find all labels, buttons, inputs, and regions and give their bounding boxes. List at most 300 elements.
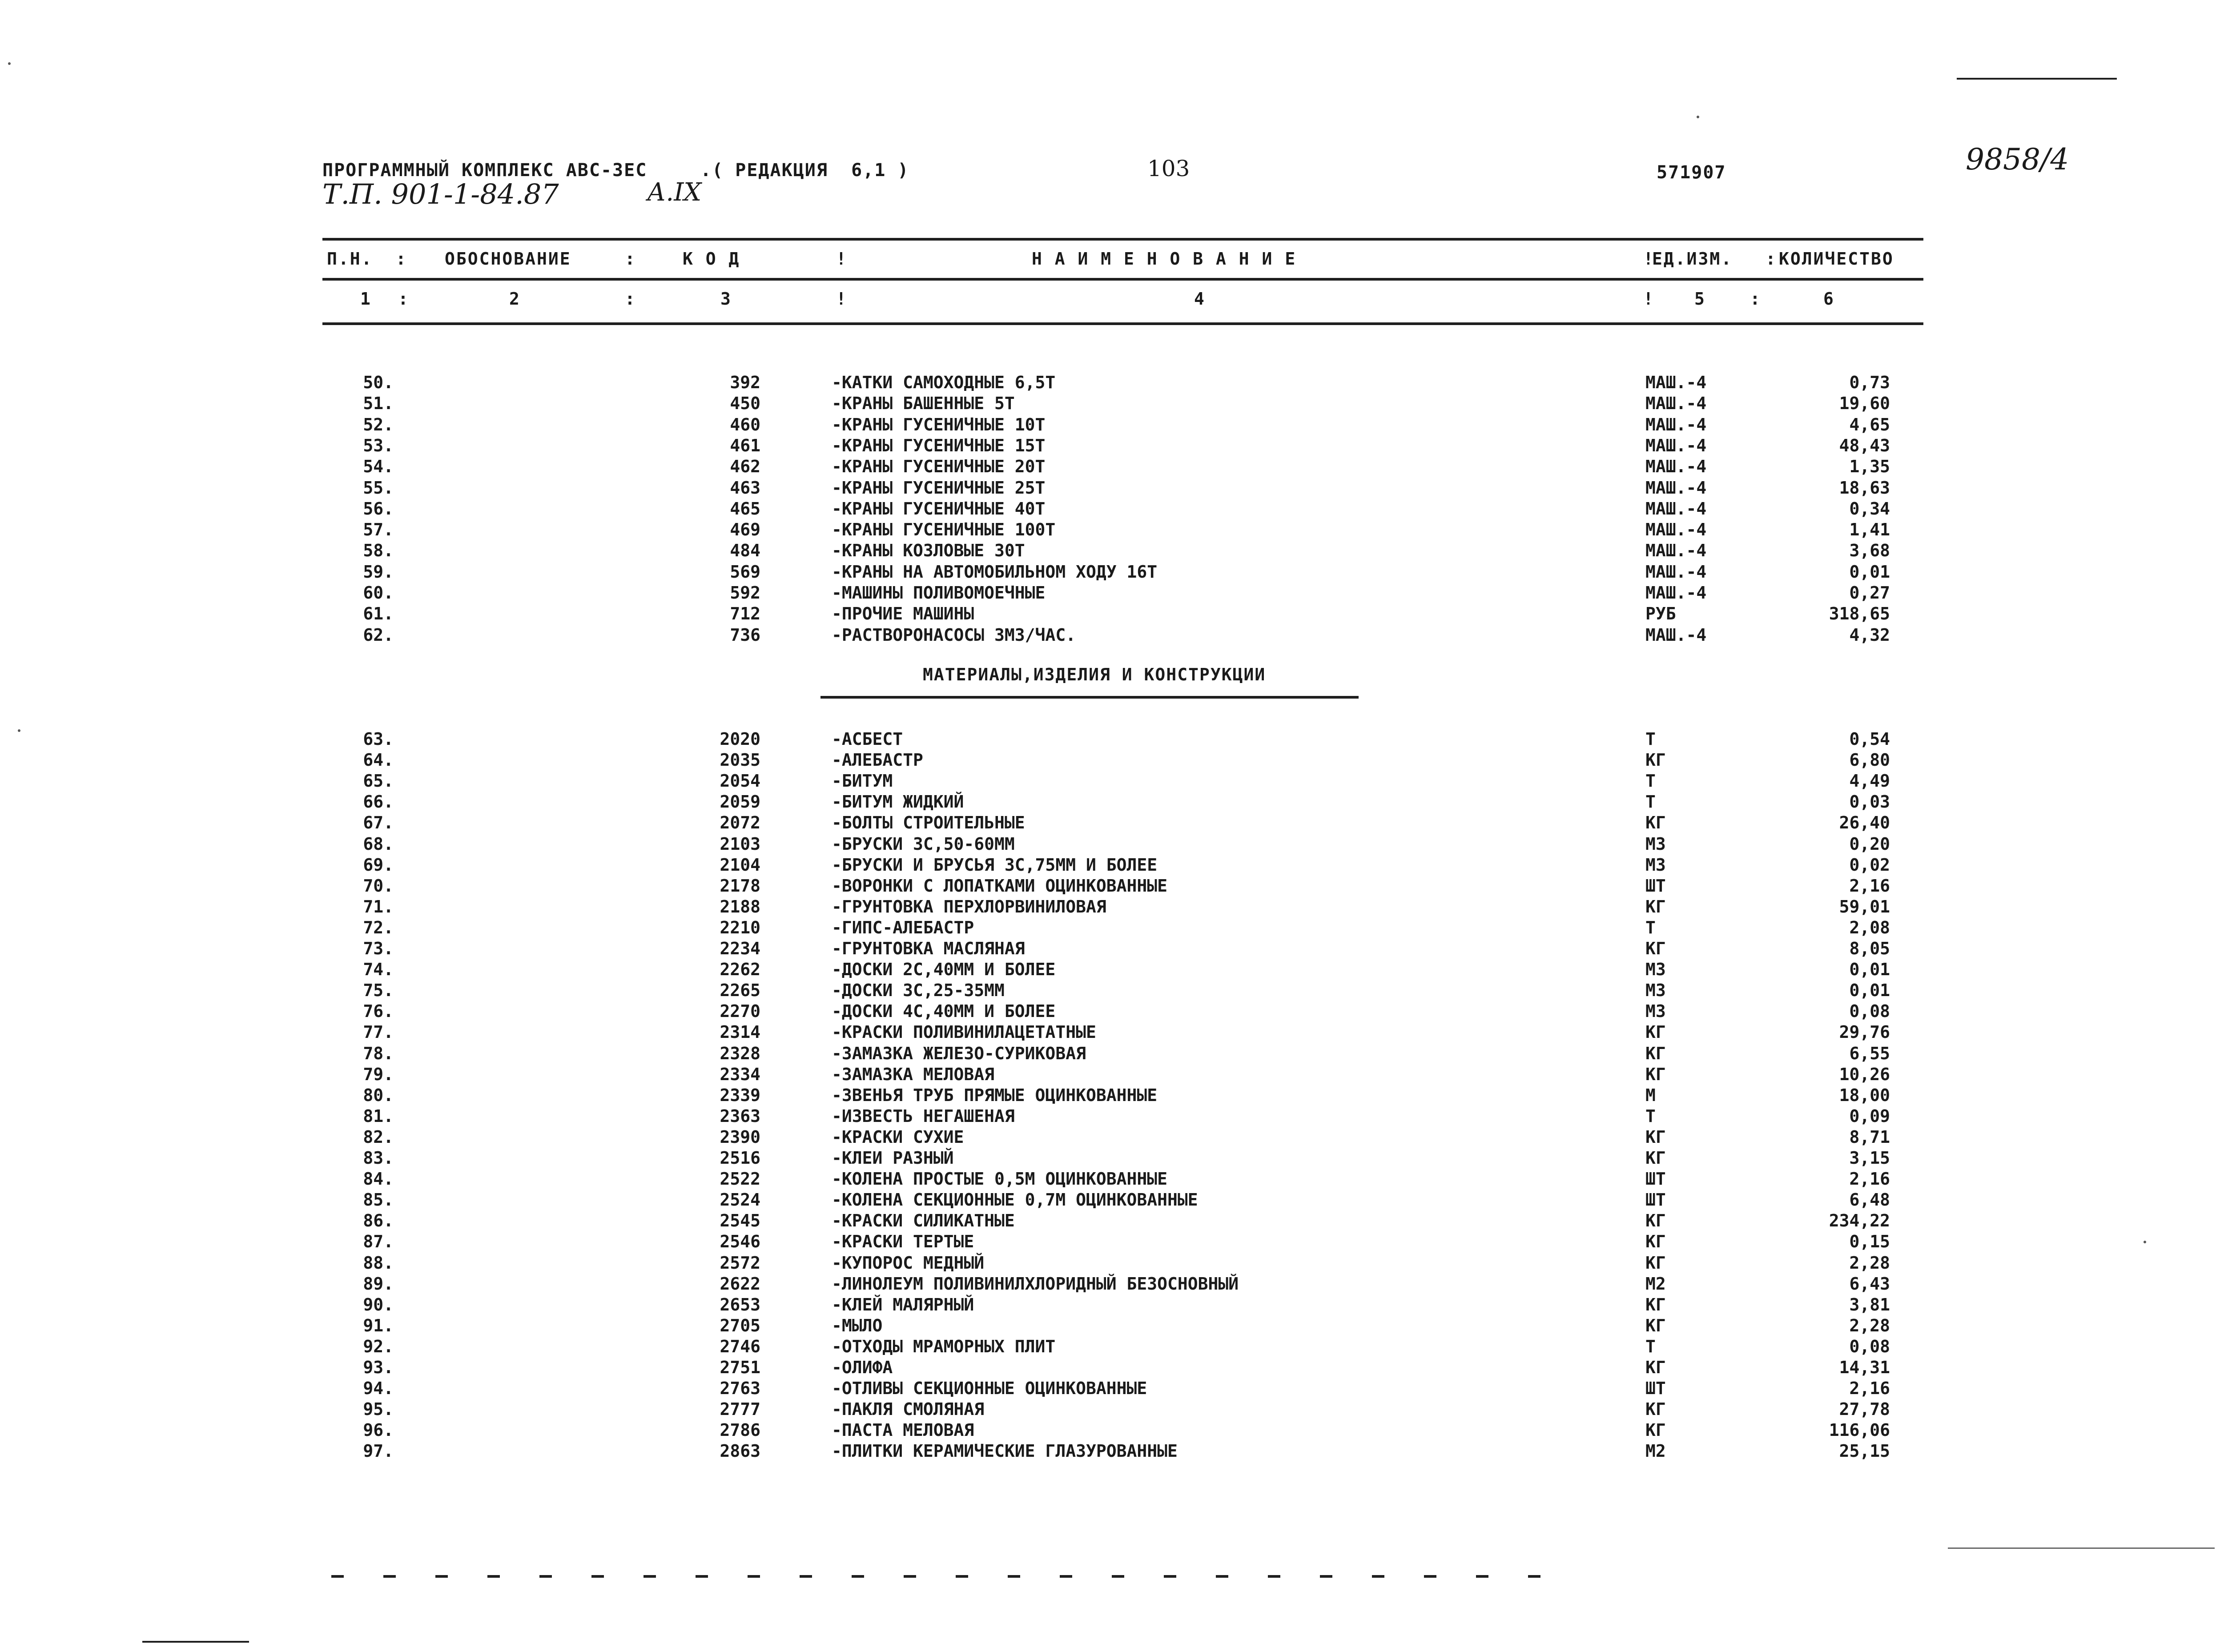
row-code: 2516 xyxy=(720,1148,760,1168)
row-quantity: 0,09 xyxy=(1849,1106,1890,1126)
row-name: -КАТКИ САМОХОДНЫЕ 6,5Т xyxy=(832,373,1056,392)
table-row xyxy=(0,1316,2216,1337)
dash-mark xyxy=(1164,1575,1176,1578)
row-quantity: 0,01 xyxy=(1849,981,1890,1001)
row-unit: МАШ.-4 xyxy=(1645,583,1707,603)
row-unit: КГ xyxy=(1645,1043,1666,1063)
row-unit: Т xyxy=(1645,1106,1656,1126)
row-quantity: 4,49 xyxy=(1849,771,1890,791)
row-number: 94. xyxy=(363,1379,394,1399)
row-unit: ШТ xyxy=(1645,876,1666,896)
row-unit: КГ xyxy=(1645,1148,1666,1168)
row-unit: Т xyxy=(1645,917,1656,937)
table-row xyxy=(0,1379,2216,1399)
row-quantity: 0,08 xyxy=(1849,1001,1890,1021)
row-code: 2178 xyxy=(720,876,760,896)
row-number: 79. xyxy=(363,1064,394,1084)
row-quantity: 27,78 xyxy=(1839,1399,1890,1419)
row-number: 71. xyxy=(363,896,394,916)
row-number: 74. xyxy=(363,960,394,980)
row-code: 2210 xyxy=(720,917,760,937)
scan-edge-line xyxy=(1948,1547,2215,1549)
row-number: 59. xyxy=(363,562,394,582)
row-code: 2524 xyxy=(720,1190,760,1210)
edition-label: .( РЕДАКЦИЯ 6,1 ) xyxy=(700,160,909,181)
row-name: -КРАНЫ ГУСЕНИЧНЫЕ 100Т xyxy=(832,520,1056,540)
row-unit: КГ xyxy=(1645,1253,1666,1273)
row-number: 91. xyxy=(363,1315,394,1335)
dash-mark xyxy=(643,1575,656,1578)
row-quantity: 4,65 xyxy=(1849,414,1890,434)
section-underline xyxy=(820,696,1359,699)
row-name: -ЗАМАЗКА МЕЛОВАЯ xyxy=(832,1064,995,1084)
row-quantity: 0,02 xyxy=(1849,855,1890,875)
table-row xyxy=(0,981,2216,1001)
row-code: 569 xyxy=(730,562,760,582)
row-quantity: 26,40 xyxy=(1839,813,1890,833)
row-code: 2786 xyxy=(720,1420,760,1440)
table-row xyxy=(0,918,2216,939)
row-quantity: 0,27 xyxy=(1849,583,1890,603)
row-quantity: 1,35 xyxy=(1849,457,1890,477)
scan-speck xyxy=(2144,1241,2146,1243)
row-unit: КГ xyxy=(1645,1294,1666,1314)
row-unit: КГ xyxy=(1645,1358,1666,1377)
scan-speck xyxy=(1697,116,1699,118)
row-code: 2334 xyxy=(720,1064,760,1084)
table-row xyxy=(0,1065,2216,1085)
row-name: -ИЗВЕСТЬ НЕГАШЕНАЯ xyxy=(832,1106,1015,1126)
col-separators-header: ! xyxy=(1643,249,1655,269)
row-quantity: 0,01 xyxy=(1849,960,1890,980)
row-unit: Т xyxy=(1645,771,1656,791)
dash-mark xyxy=(1060,1575,1072,1578)
col-separators-header: : xyxy=(396,249,407,269)
row-code: 2863 xyxy=(720,1441,760,1461)
row-quantity: 6,43 xyxy=(1849,1274,1890,1294)
row-quantity: 29,76 xyxy=(1839,1022,1890,1042)
row-unit: МАШ.-4 xyxy=(1645,541,1707,561)
row-unit: МАШ.-4 xyxy=(1645,625,1707,645)
row-quantity: 2,28 xyxy=(1849,1253,1890,1273)
table-row xyxy=(0,813,2216,834)
col-separators-numbers: : xyxy=(625,289,636,309)
row-quantity: 6,80 xyxy=(1849,750,1890,770)
row-name: -КРАНЫ ГУСЕНИЧНЫЕ 25Т xyxy=(832,478,1046,498)
row-code: 2390 xyxy=(720,1127,760,1147)
row-quantity: 0,34 xyxy=(1849,498,1890,519)
row-code: 2188 xyxy=(720,896,760,916)
row-number: 66. xyxy=(363,792,394,812)
col-header-quantity: КОЛИЧЕСТВО xyxy=(1779,249,1894,269)
row-name: -МАШИНЫ ПОЛИВОМОЕЧНЫЕ xyxy=(832,583,1046,603)
table-row xyxy=(0,1232,2216,1253)
row-number: 65. xyxy=(363,771,394,791)
row-code: 2314 xyxy=(720,1022,760,1042)
dash-mark xyxy=(591,1575,604,1578)
header-top-rule xyxy=(322,238,1923,241)
row-code: 465 xyxy=(730,498,760,519)
col-number: 3 xyxy=(720,289,732,309)
table-row xyxy=(0,541,2216,562)
row-name: -КРАНЫ БАШЕННЫЕ 5Т xyxy=(832,394,1015,414)
row-unit: М2 xyxy=(1645,1274,1666,1294)
row-quantity: 6,55 xyxy=(1849,1043,1890,1063)
row-code: 450 xyxy=(730,394,760,414)
table-row xyxy=(0,960,2216,981)
table-row xyxy=(0,1295,2216,1316)
row-name: -ОТЛИВЫ СЕКЦИОННЫЕ ОЦИНКОВАННЫЕ xyxy=(832,1379,1147,1399)
table-row xyxy=(0,415,2216,436)
row-name: -ПАСТА МЕЛОВАЯ xyxy=(832,1420,974,1440)
row-name: -КОЛЕНА СЕКЦИОННЫЕ 0,7М ОЦИНКОВАННЫЕ xyxy=(832,1190,1198,1210)
row-quantity: 3,68 xyxy=(1849,541,1890,561)
header-numbers-rule xyxy=(322,322,1923,325)
row-quantity: 2,16 xyxy=(1849,1379,1890,1399)
row-name: -ОТХОДЫ МРАМОРНЫХ ПЛИТ xyxy=(832,1336,1056,1356)
row-quantity: 0,20 xyxy=(1849,834,1890,854)
row-unit: КГ xyxy=(1645,1064,1666,1084)
col-separators-numbers: ! xyxy=(1643,289,1655,309)
row-name: -АЛЕБАСТР xyxy=(832,750,923,770)
dash-mark xyxy=(696,1575,708,1578)
row-unit: КГ xyxy=(1645,1022,1666,1042)
row-name: -КРАСКИ ТЕРТЫЕ xyxy=(832,1232,974,1252)
table-row xyxy=(0,1044,2216,1065)
row-name: -ОЛИФА xyxy=(832,1358,893,1377)
row-name: -БРУСКИ И БРУСЬЯ 3С,75ММ И БОЛЕЕ xyxy=(832,855,1158,875)
scan-speck xyxy=(18,729,20,732)
row-code: 463 xyxy=(730,478,760,498)
dash-mark xyxy=(435,1575,448,1578)
dash-mark xyxy=(1008,1575,1020,1578)
table-row xyxy=(0,478,2216,499)
row-number: 56. xyxy=(363,498,394,519)
row-name: -ЗВЕНЬЯ ТРУБ ПРЯМЫЕ ОЦИНКОВАННЫЕ xyxy=(832,1085,1158,1105)
handwritten-archive-number: 9858/4 xyxy=(1966,142,2069,177)
col-separators-header: : xyxy=(625,249,636,269)
table-row xyxy=(0,1441,2216,1462)
row-unit: КГ xyxy=(1645,1399,1666,1419)
table-row xyxy=(0,520,2216,541)
row-number: 62. xyxy=(363,625,394,645)
row-quantity: 1,41 xyxy=(1849,520,1890,540)
table-row xyxy=(0,1190,2216,1211)
table-row xyxy=(0,1253,2216,1274)
row-number: 72. xyxy=(363,917,394,937)
table-row xyxy=(0,604,2216,625)
row-unit: М3 xyxy=(1645,981,1666,1001)
row-number: 67. xyxy=(363,813,394,833)
row-number: 89. xyxy=(363,1274,394,1294)
row-quantity: 10,26 xyxy=(1839,1064,1890,1084)
row-number: 73. xyxy=(363,939,394,958)
header-mid-rule xyxy=(322,278,1923,281)
row-quantity: 18,00 xyxy=(1839,1085,1890,1105)
program-title: ПРОГРАММНЫЙ КОМПЛЕКС АВС-ЗЕС xyxy=(322,160,648,181)
row-quantity: 2,16 xyxy=(1849,876,1890,896)
row-code: 2777 xyxy=(720,1399,760,1419)
row-number: 51. xyxy=(363,394,394,414)
col-separators-header: : xyxy=(1766,249,1777,269)
row-unit: МАШ.-4 xyxy=(1645,414,1707,434)
row-name: -МЫЛО xyxy=(832,1315,883,1335)
row-unit: КГ xyxy=(1645,1315,1666,1335)
row-quantity: 2,28 xyxy=(1849,1315,1890,1335)
dash-mark xyxy=(1476,1575,1488,1578)
row-name: -ГРУНТОВКА МАСЛЯНАЯ xyxy=(832,939,1025,958)
row-name: -КРАНЫ ГУСЕНИЧНЫЕ 20Т xyxy=(832,457,1046,477)
table-row xyxy=(0,436,2216,457)
row-quantity: 0,08 xyxy=(1849,1336,1890,1356)
row-quantity: 48,43 xyxy=(1839,435,1890,455)
row-quantity: 6,48 xyxy=(1849,1190,1890,1210)
dash-mark xyxy=(1528,1575,1540,1578)
row-name: -КЛЕЙ МАЛЯРНЫЙ xyxy=(832,1294,974,1314)
dash-mark xyxy=(904,1575,916,1578)
row-number: 57. xyxy=(363,520,394,540)
row-name: -КРАНЫ ГУСЕНИЧНЫЕ 15Т xyxy=(832,435,1046,455)
row-quantity: 0,54 xyxy=(1849,729,1890,749)
row-code: 2035 xyxy=(720,750,760,770)
row-unit: М2 xyxy=(1645,1441,1666,1461)
row-name: -КРАНЫ ГУСЕНИЧНЫЕ 10Т xyxy=(832,414,1046,434)
table-row xyxy=(0,457,2216,478)
row-name: -БРУСКИ 3С,50-60ММ xyxy=(832,834,1015,854)
dash-mark xyxy=(800,1575,812,1578)
table-row xyxy=(0,1358,2216,1379)
row-quantity: 318,65 xyxy=(1829,604,1890,624)
row-name: -КРАСКИ ПОЛИВИНИЛАЦЕТАТНЫЕ xyxy=(832,1022,1096,1042)
row-quantity: 4,32 xyxy=(1849,625,1890,645)
scan-edge-line xyxy=(142,1641,249,1643)
col-number: 5 xyxy=(1694,289,1706,309)
row-unit: МАШ.-4 xyxy=(1645,435,1707,455)
col-separators-numbers: : xyxy=(398,289,410,309)
row-code: 2572 xyxy=(720,1253,760,1273)
table-row xyxy=(0,792,2216,813)
dash-mark xyxy=(1112,1575,1124,1578)
row-code: 460 xyxy=(730,414,760,434)
row-name: -ДОСКИ 3С,25-35ММ xyxy=(832,981,1005,1001)
table-row xyxy=(0,1211,2216,1232)
dash-mark xyxy=(748,1575,760,1578)
row-name: -БИТУМ xyxy=(832,771,893,791)
row-code: 736 xyxy=(730,625,760,645)
row-quantity: 59,01 xyxy=(1839,896,1890,916)
row-number: 69. xyxy=(363,855,394,875)
dash-mark xyxy=(1320,1575,1332,1578)
row-quantity: 234,22 xyxy=(1829,1211,1890,1231)
dash-mark xyxy=(331,1575,344,1578)
row-unit: Т xyxy=(1645,729,1656,749)
row-code: 461 xyxy=(730,435,760,455)
row-unit: Т xyxy=(1645,1336,1656,1356)
row-unit: МАШ.-4 xyxy=(1645,373,1707,392)
row-number: 96. xyxy=(363,1420,394,1440)
row-name: -ПАКЛЯ СМОЛЯНАЯ xyxy=(832,1399,985,1419)
col-header-code: К О Д xyxy=(683,249,740,269)
row-code: 392 xyxy=(730,373,760,392)
col-header-name: Н А И М Е Н О В А Н И Е xyxy=(1032,249,1297,269)
col-header-unit: ЕД.ИЗМ. xyxy=(1652,249,1733,269)
row-unit: КГ xyxy=(1645,939,1666,958)
row-name: -ЛИНОЛЕУМ ПОЛИВИНИЛХЛОРИДНЫЙ БЕЗОСНОВНЫЙ xyxy=(832,1274,1239,1294)
row-unit: ШТ xyxy=(1645,1169,1666,1189)
table-row xyxy=(0,897,2216,918)
row-quantity: 0,03 xyxy=(1849,792,1890,812)
handwritten-project-number: Т.П. 901-1-84.87 xyxy=(322,178,559,210)
row-code: 2020 xyxy=(720,729,760,749)
row-name: -КРАНЫ ГУСЕНИЧНЫЕ 40Т xyxy=(832,498,1046,519)
row-quantity: 2,16 xyxy=(1849,1169,1890,1189)
row-code: 462 xyxy=(730,457,760,477)
table-row xyxy=(0,834,2216,855)
row-number: 78. xyxy=(363,1043,394,1063)
row-name: -БОЛТЫ СТРОИТЕЛЬНЫЕ xyxy=(832,813,1025,833)
row-name: -КРАНЫ НА АВТОМОБИЛЬНОМ ХОДУ 16Т xyxy=(832,562,1158,582)
row-unit: КГ xyxy=(1645,896,1666,916)
row-unit: М3 xyxy=(1645,960,1666,980)
row-number: 50. xyxy=(363,373,394,392)
row-name: -БИТУМ ЖИДКИЙ xyxy=(832,792,964,812)
table-row xyxy=(0,499,2216,520)
row-unit: МАШ.-4 xyxy=(1645,562,1707,582)
row-code: 2234 xyxy=(720,939,760,958)
row-number: 82. xyxy=(363,1127,394,1147)
row-number: 81. xyxy=(363,1106,394,1126)
row-quantity: 25,15 xyxy=(1839,1441,1890,1461)
table-row xyxy=(0,750,2216,771)
row-number: 97. xyxy=(363,1441,394,1461)
row-name: -КРАСКИ СУХИЕ xyxy=(832,1127,964,1147)
row-quantity: 18,63 xyxy=(1839,478,1890,498)
table-row xyxy=(0,1148,2216,1169)
section-title: МАТЕРИАЛЫ,ИЗДЕЛИЯ И КОНСТРУКЦИИ xyxy=(923,665,1266,684)
table-row xyxy=(0,625,2216,646)
dash-mark xyxy=(956,1575,968,1578)
table-row xyxy=(0,1001,2216,1022)
col-separators-numbers: : xyxy=(1750,289,1762,309)
row-number: 86. xyxy=(363,1211,394,1231)
table-row xyxy=(0,771,2216,792)
row-name: -ГИПС-АЛЕБАСТР xyxy=(832,917,974,937)
row-unit: КГ xyxy=(1645,1211,1666,1231)
row-code: 2653 xyxy=(720,1294,760,1314)
row-number: 87. xyxy=(363,1232,394,1252)
dash-mark xyxy=(383,1575,396,1578)
row-code: 2545 xyxy=(720,1211,760,1231)
col-number: 4 xyxy=(1194,289,1206,309)
row-code: 592 xyxy=(730,583,760,603)
row-unit: ШТ xyxy=(1645,1379,1666,1399)
row-quantity: 19,60 xyxy=(1839,394,1890,414)
table-row xyxy=(0,1127,2216,1148)
row-unit: М3 xyxy=(1645,1001,1666,1021)
row-number: 90. xyxy=(363,1294,394,1314)
dash-mark xyxy=(539,1575,552,1578)
row-code: 2751 xyxy=(720,1358,760,1377)
table-row xyxy=(0,1106,2216,1127)
row-unit: КГ xyxy=(1645,750,1666,770)
table-row xyxy=(0,394,2216,414)
row-number: 76. xyxy=(363,1001,394,1021)
dash-mark xyxy=(1372,1575,1384,1578)
row-unit: КГ xyxy=(1645,1232,1666,1252)
row-name: -ГРУНТОВКА ПЕРХЛОРВИНИЛОВАЯ xyxy=(832,896,1106,916)
scan-speck xyxy=(8,62,11,65)
document-code: 571907 xyxy=(1657,162,1726,183)
table-row xyxy=(0,876,2216,897)
col-number: 1 xyxy=(360,289,372,309)
row-number: 52. xyxy=(363,414,394,434)
row-unit: ШТ xyxy=(1645,1190,1666,1210)
row-code: 2059 xyxy=(720,792,760,812)
table-row xyxy=(0,729,2216,750)
row-code: 2522 xyxy=(720,1169,760,1189)
row-name: -КРАНЫ КОЗЛОВЫЕ 30Т xyxy=(832,541,1025,561)
row-unit: МАШ.-4 xyxy=(1645,498,1707,519)
row-unit: М xyxy=(1645,1085,1656,1105)
row-code: 2339 xyxy=(720,1085,760,1105)
row-unit: МАШ.-4 xyxy=(1645,457,1707,477)
row-quantity: 0,15 xyxy=(1849,1232,1890,1252)
row-unit: Т xyxy=(1645,792,1656,812)
row-code: 2328 xyxy=(720,1043,760,1063)
table-row xyxy=(0,1274,2216,1295)
table-row xyxy=(0,1420,2216,1441)
row-number: 75. xyxy=(363,981,394,1001)
row-unit: МАШ.-4 xyxy=(1645,478,1707,498)
row-quantity: 8,71 xyxy=(1849,1127,1890,1147)
row-unit: РУБ xyxy=(1645,604,1676,624)
row-code: 2104 xyxy=(720,855,760,875)
row-number: 68. xyxy=(363,834,394,854)
col-number: 2 xyxy=(509,289,521,309)
table-row xyxy=(0,1022,2216,1043)
row-number: 61. xyxy=(363,604,394,624)
col-separators-numbers: ! xyxy=(836,289,848,309)
row-name: -ЗАМАЗКА ЖЕЛЕЗО-СУРИКОВАЯ xyxy=(832,1043,1086,1063)
col-header-justification: ОБОСНОВАНИЕ xyxy=(445,249,571,269)
row-code: 469 xyxy=(730,520,760,540)
scan-edge-line xyxy=(1957,78,2117,80)
row-number: 77. xyxy=(363,1022,394,1042)
row-name: -ПРОЧИЕ МАШИНЫ xyxy=(832,604,974,624)
dash-mark xyxy=(487,1575,500,1578)
row-quantity: 3,81 xyxy=(1849,1294,1890,1314)
table-row xyxy=(0,562,2216,583)
row-number: 54. xyxy=(363,457,394,477)
row-number: 58. xyxy=(363,541,394,561)
row-number: 80. xyxy=(363,1085,394,1105)
row-code: 2763 xyxy=(720,1379,760,1399)
dash-mark xyxy=(852,1575,864,1578)
row-quantity: 0,73 xyxy=(1849,373,1890,392)
row-name: -РАСТВОРОНАСОСЫ 3М3/ЧАС. xyxy=(832,625,1076,645)
col-number: 6 xyxy=(1823,289,1835,309)
row-number: 88. xyxy=(363,1253,394,1273)
row-code: 2746 xyxy=(720,1336,760,1356)
col-separators-header: ! xyxy=(836,249,848,269)
row-code: 2262 xyxy=(720,960,760,980)
col-header-pn: П.Н. xyxy=(327,249,373,269)
row-name: -КОЛЕНА ПРОСТЫЕ 0,5М ОЦИНКОВАННЫЕ xyxy=(832,1169,1167,1189)
row-quantity: 14,31 xyxy=(1839,1358,1890,1377)
table-row xyxy=(0,373,2216,394)
row-unit: КГ xyxy=(1645,813,1666,833)
dash-mark xyxy=(1216,1575,1228,1578)
